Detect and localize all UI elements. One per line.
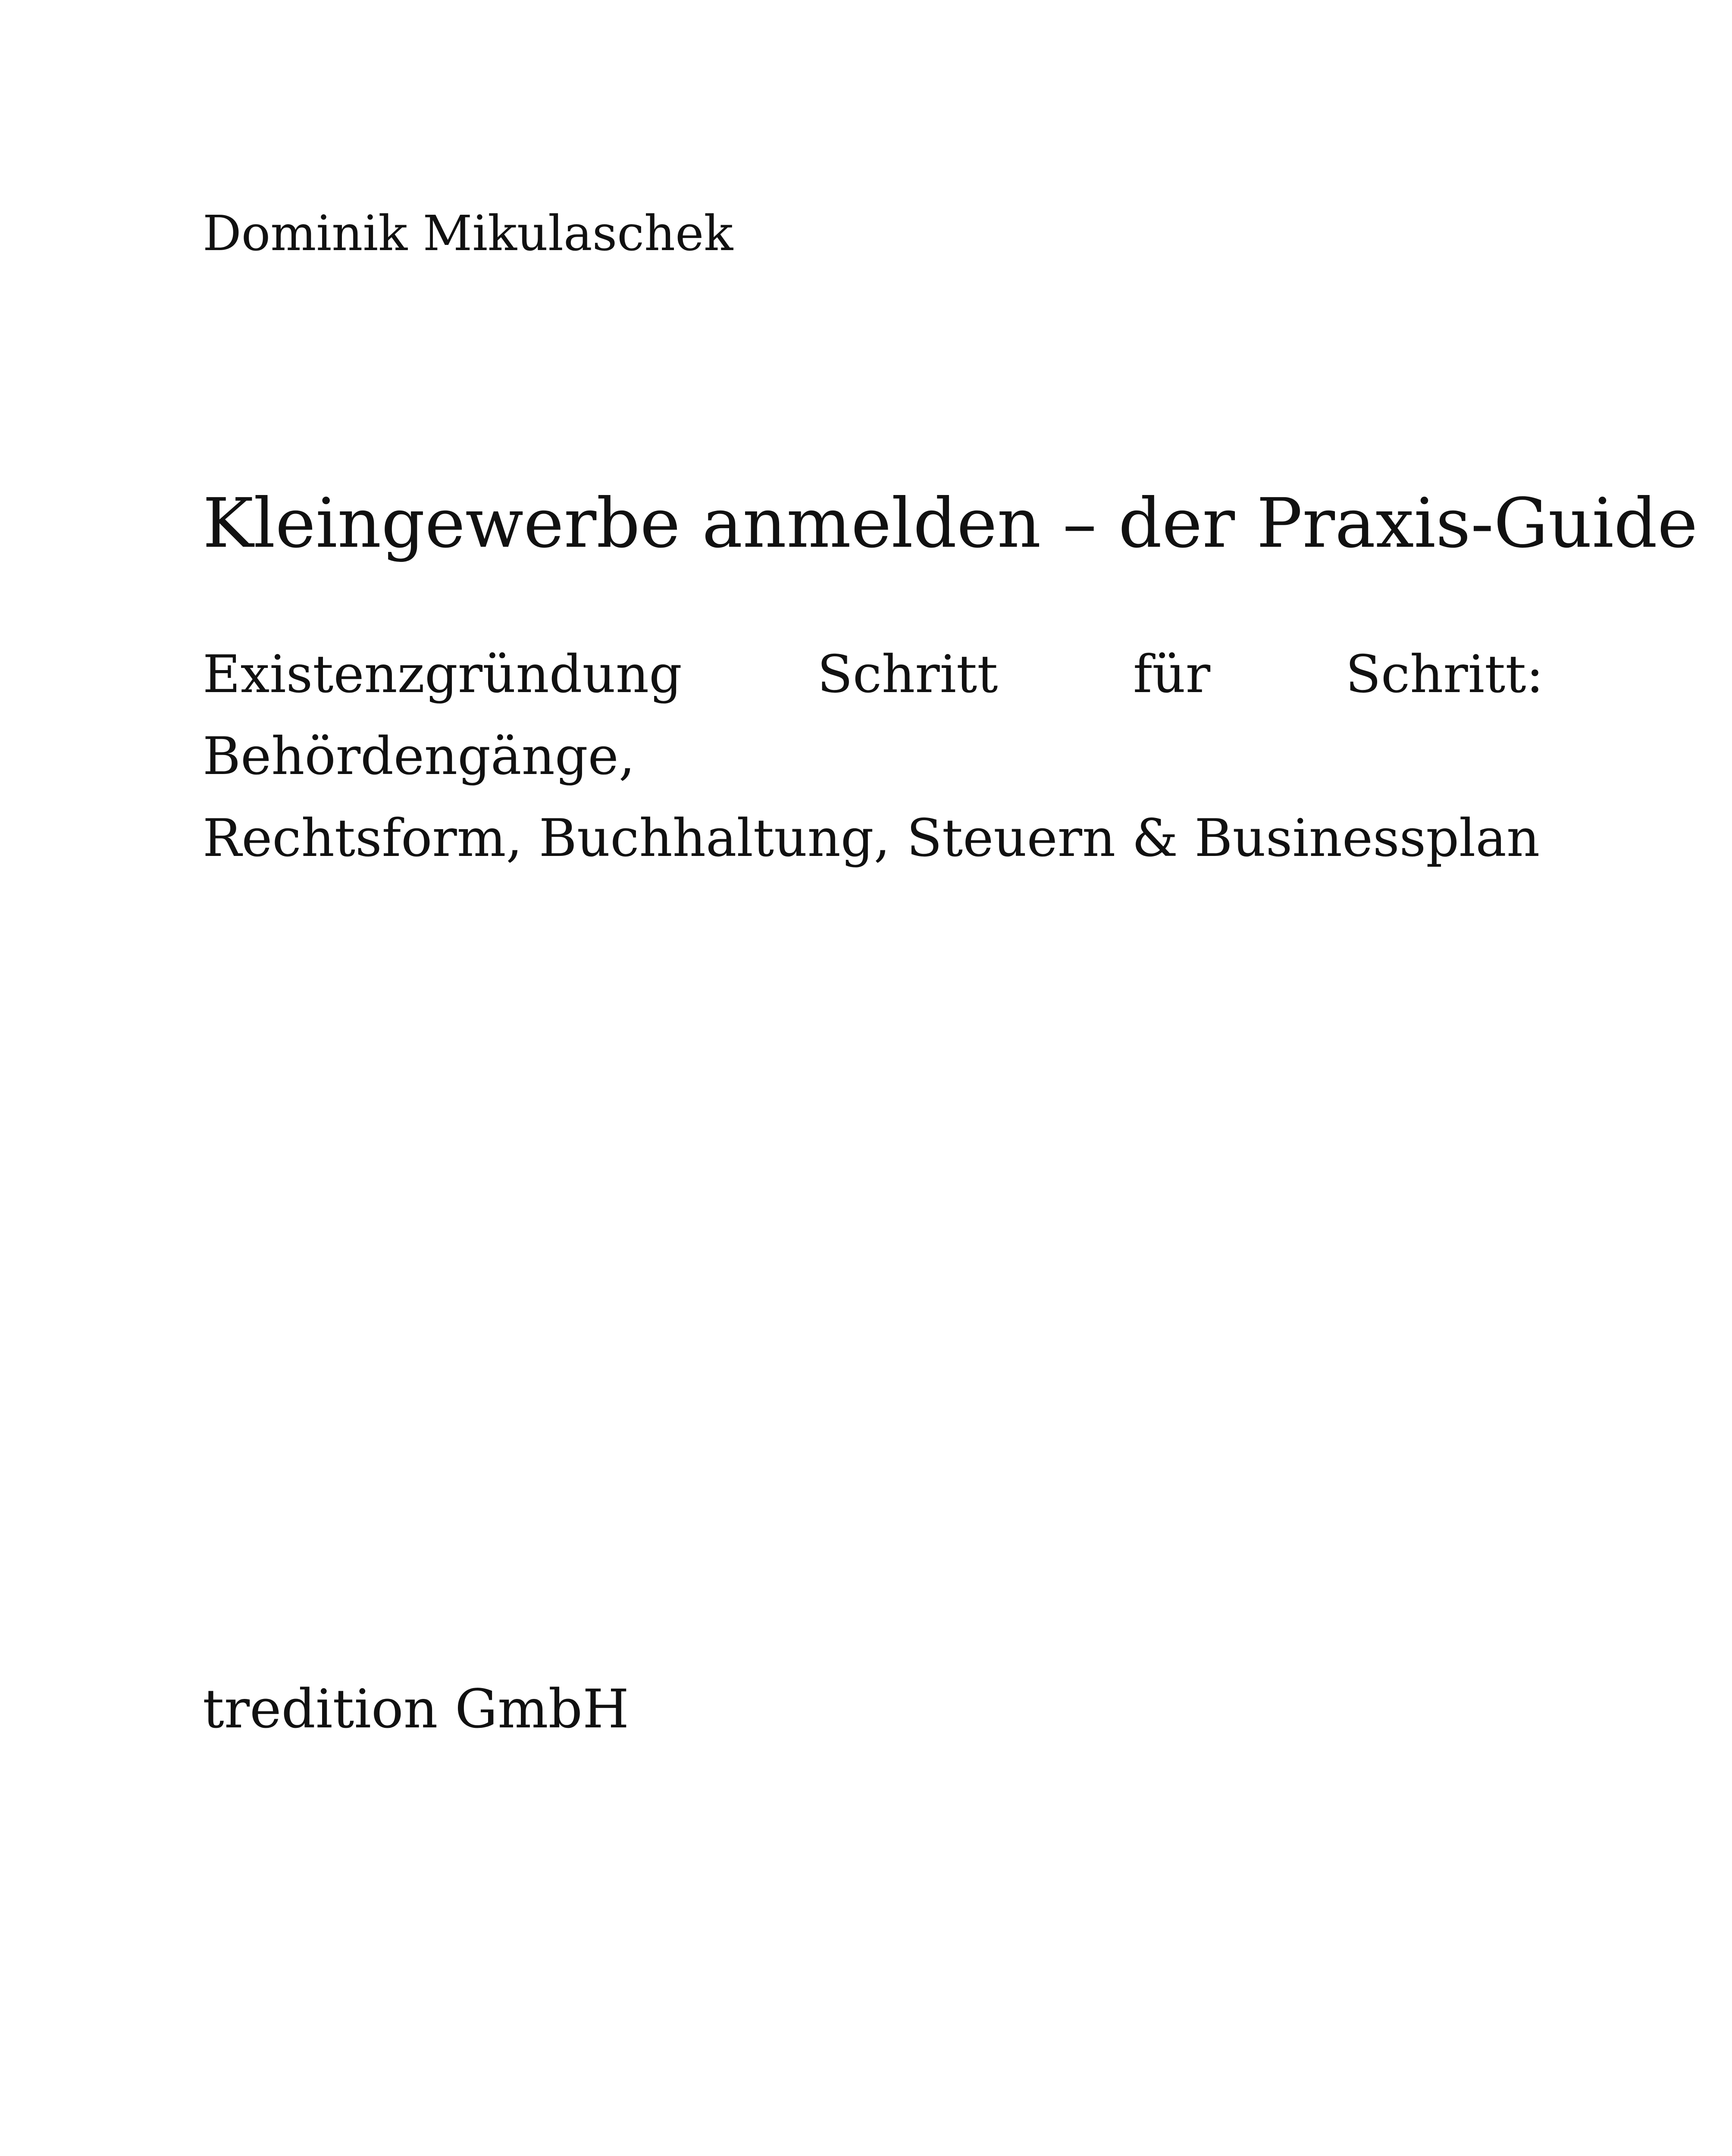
subtitle-line-1: Existenzgründung Schritt für Schritt: Behördengänge, bbox=[203, 645, 1544, 787]
publisher-name: tredition GmbH bbox=[203, 1678, 630, 1740]
book-subtitle bbox=[203, 634, 1544, 880]
subtitle-line-2: Rechtsform, Buchhaltung, Steuern & Businessplan bbox=[203, 808, 1540, 868]
book-title: Kleingewerbe anmelden – der Praxis-Guide bbox=[203, 484, 1698, 563]
author-name: Dominik Mikulaschek bbox=[203, 206, 733, 262]
